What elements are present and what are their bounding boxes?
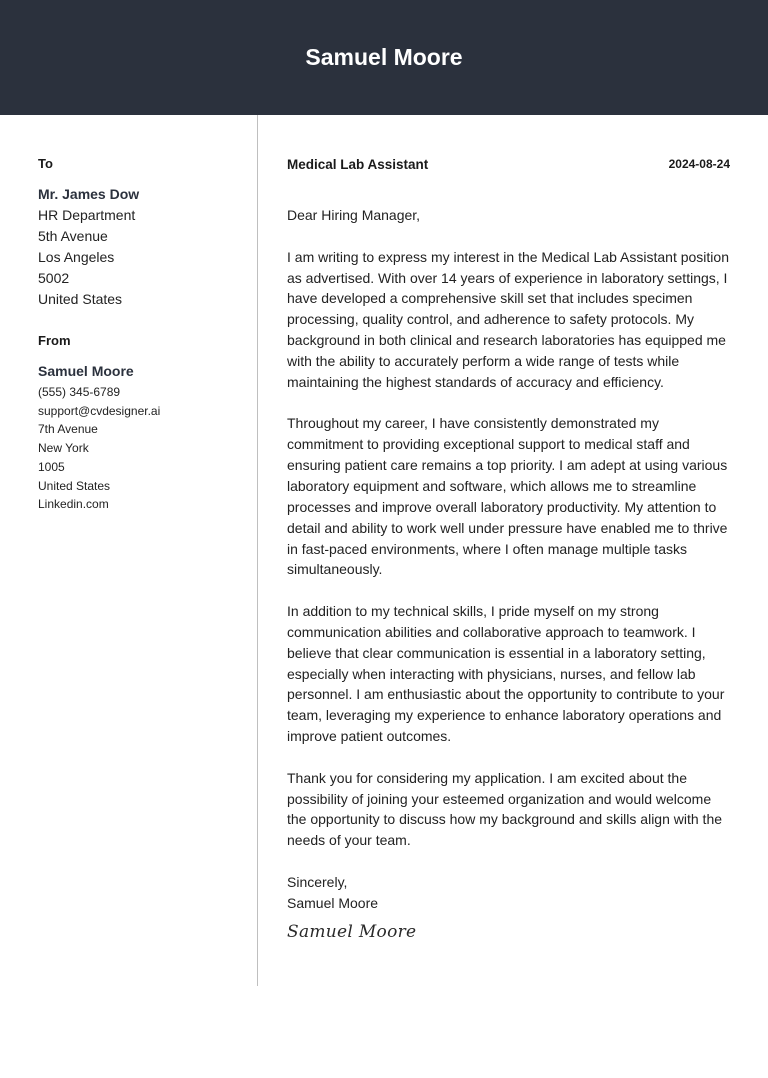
letter-title-row bbox=[287, 155, 730, 173]
recipient-line: Los Angeles bbox=[38, 249, 115, 265]
sender-email: support@cvdesigner.ai bbox=[38, 403, 161, 418]
sender-linkedin: Linkedin.com bbox=[38, 497, 109, 512]
body-paragraph: Thank you for considering my application. I am excited about the possibility of joining your esteemed organization and would welcome the opportunity to discuss how my background and skills align with the needs of your team. bbox=[287, 769, 723, 849]
body-paragraph: Throughout my career, I have consistently demonstrated my commitment to providing exceptional support to medical staff and ensuring patient care remains a top priority. I am adept at using various laboratory equipment and software, which allows me to streamline processes and improve overall laboratory productivity. My attention to detail and ability to work well under pressure have enabled me to thrive in fast-paced environments, where I often manage multiple tasks simultaneously. bbox=[287, 415, 728, 578]
column-divider bbox=[257, 115, 258, 986]
closing bbox=[287, 872, 730, 914]
letter-date: 2024-08-24 bbox=[668, 157, 730, 171]
body-paragraph: I am writing to express my interest in the Medical Lab Assistant position as advertised. With over 14 years of experience in laboratory settings, I have developed a comprehensive skill set that includes specimen processing, quality control, and adherence to safety protocols. My background in both clinical and research laboratories has equipped me with the ability to accurately perform a wide range of tests while maintaining the highest standards of accuracy and efficiency. bbox=[287, 248, 729, 390]
letter-column bbox=[287, 155, 730, 943]
recipient-line: 5th Avenue bbox=[38, 228, 108, 244]
greeting: Dear Hiring Manager, bbox=[287, 207, 421, 223]
handwritten-signature: Samuel Moore bbox=[287, 921, 417, 942]
recipient-line: 5002 bbox=[38, 270, 70, 286]
sender-street: 7th Avenue bbox=[38, 422, 98, 437]
sender-phone: (555) 345-6789 bbox=[38, 385, 121, 399]
closing-name: Samuel Moore bbox=[287, 894, 379, 911]
recipient-line: United States bbox=[38, 291, 123, 307]
position-title: Medical Lab Assistant bbox=[287, 156, 429, 172]
letter-body bbox=[287, 205, 730, 943]
sender-country: United States bbox=[38, 478, 111, 493]
sender-city: New York bbox=[38, 441, 89, 456]
recipient-line: HR Department bbox=[38, 207, 136, 223]
sender-block bbox=[38, 361, 248, 514]
address-column bbox=[38, 155, 248, 514]
recipient-name: Mr. James Dow bbox=[38, 186, 140, 202]
closing-text: Sincerely, bbox=[287, 874, 348, 890]
sender-name: Samuel Moore bbox=[38, 363, 134, 379]
body-paragraph: In addition to my technical skills, I pride myself on my strong communication abilities and collaborative approach to teamwork. I believe that clear communication is essential in a laboratory setting, especially when interacting with physicians, nurses, and fellow lab personnel. I am enthusiastic about the opportunity to contribute to your team, leveraging my experience to enhance laboratory operations and improve patient outcomes. bbox=[287, 603, 725, 745]
recipient-block bbox=[38, 184, 248, 310]
from-label: From bbox=[38, 333, 71, 348]
to-label: To bbox=[38, 156, 53, 171]
sender-zip: 1005 bbox=[38, 459, 65, 474]
applicant-name: Samuel Moore bbox=[305, 44, 463, 70]
header-banner bbox=[0, 0, 768, 115]
